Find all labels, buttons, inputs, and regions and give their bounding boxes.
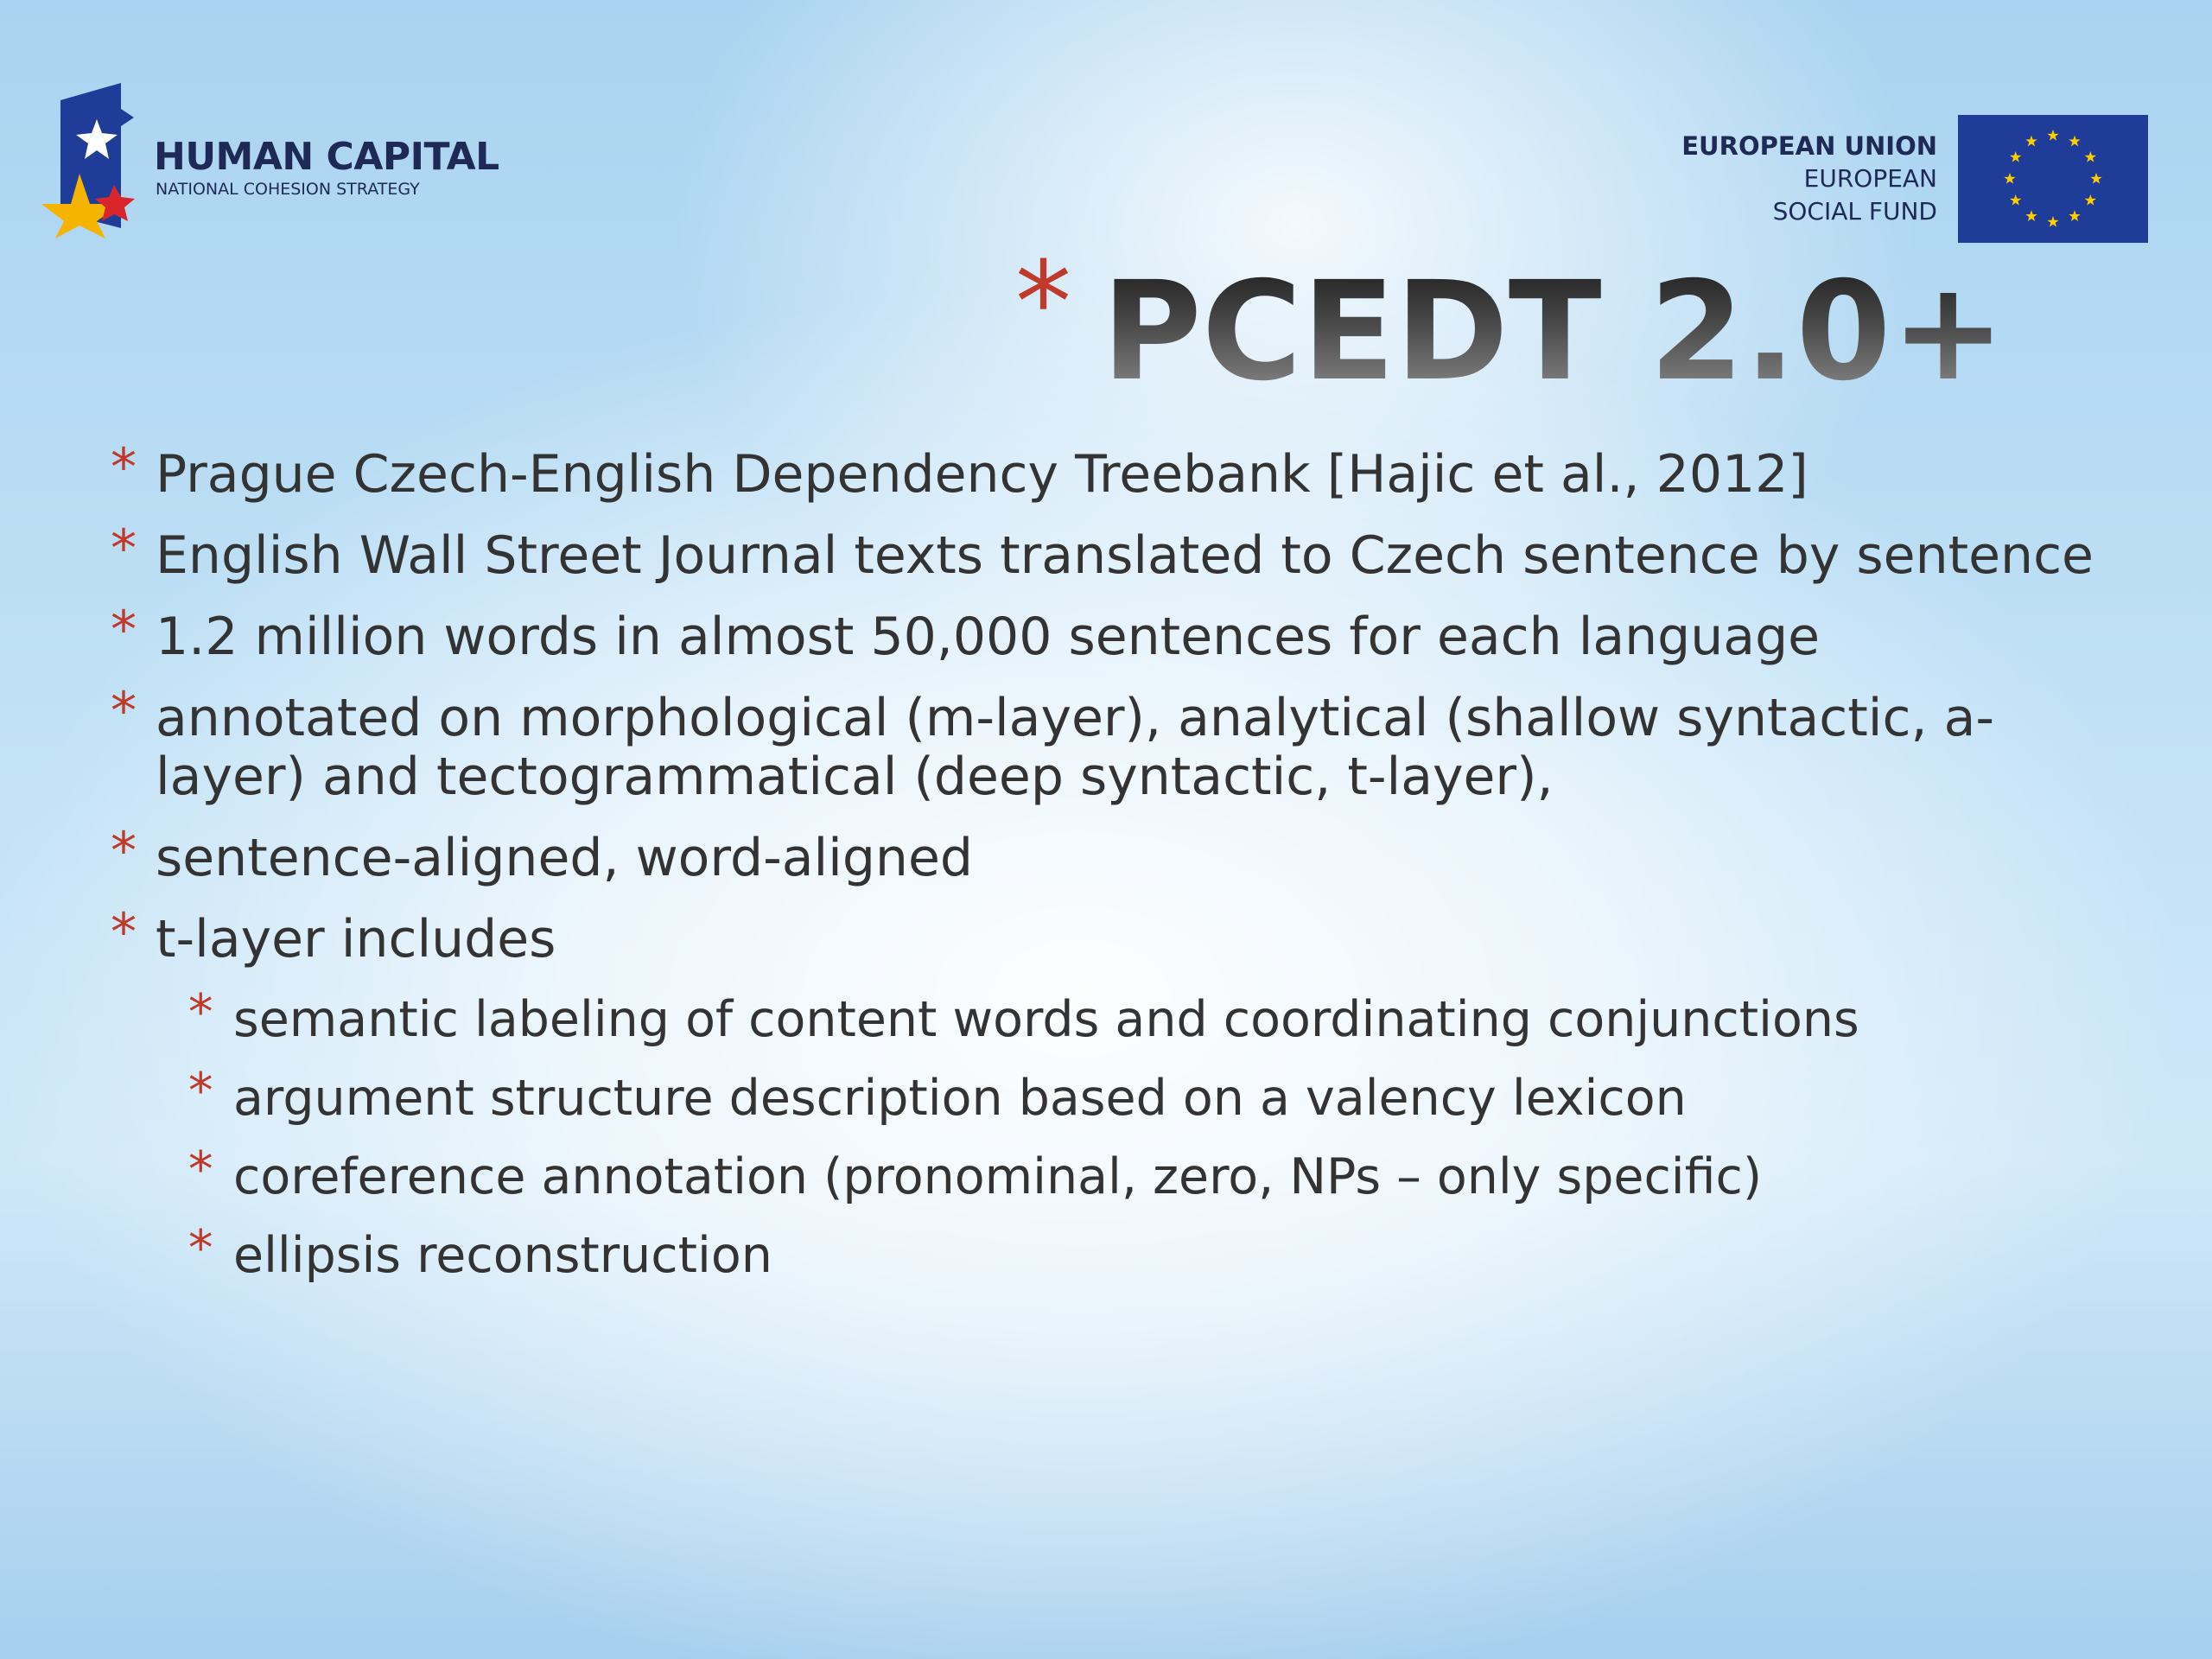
bullet-symbol: * [188, 1220, 213, 1277]
bullet-symbol: * [111, 437, 137, 498]
bullet-text: sentence-aligned, word-aligned [156, 828, 973, 888]
bullet-item [111, 437, 2133, 505]
human-capital-logo [35, 83, 501, 238]
bullet-symbol: * [111, 600, 137, 660]
eu-flag-icon [1958, 115, 2148, 243]
sub-bullet-item [188, 1063, 2133, 1127]
bullet-symbol: * [111, 902, 137, 963]
sub-bullet-item [188, 1220, 2133, 1284]
title-text: PCEDT 2.0+ [1102, 252, 2005, 411]
sub-bullet-text: semantic labeling of content words and coordinating conjunctions [233, 991, 1859, 1048]
bullet-symbol: * [111, 518, 137, 579]
bullet-symbol: * [188, 984, 213, 1041]
eu-logo-text [1681, 130, 1937, 228]
sub-bullet-item [188, 1141, 2133, 1205]
bullet-list [111, 437, 2133, 1306]
bullet-item [111, 681, 2133, 807]
bullet-text: English Wall Street Journal texts translated to Czech sentence by sentence [156, 525, 2094, 586]
bullet-item [111, 902, 2133, 969]
title-bullet-symbol: * [1015, 237, 1071, 368]
bullet-symbol: * [111, 681, 137, 741]
bullet-text: annotated on morphological (m-layer), analytical (shallow syntactic, a-layer) and tectogrammatical (deep syntactic, t-layer), [156, 688, 1995, 807]
bullet-item [111, 821, 2133, 888]
bullet-text: Prague Czech-English Dependency Treebank [Hajic et al., 2012] [156, 444, 1808, 505]
sub-bullet-text: coreference annotation (pronominal, zero, NPs – only specific) [233, 1148, 1763, 1205]
eu-logo-line2: EUROPEAN [1803, 164, 1937, 193]
bullet-item [111, 518, 2133, 586]
eu-logo-line3: SOCIAL FUND [1772, 197, 1937, 226]
human-capital-subtitle: NATIONAL COHESION STRATEGY [156, 180, 420, 199]
bullet-text: t-layer includes [156, 909, 556, 969]
bullet-symbol: * [111, 821, 137, 881]
eu-logo-line1: EUROPEAN UNION [1681, 131, 1937, 161]
bullet-symbol: * [188, 1063, 213, 1120]
bullet-symbol: * [188, 1141, 213, 1198]
bullet-item [111, 600, 2133, 667]
sub-bullet-item [188, 984, 2133, 1048]
bullet-text: 1.2 million words in almost 50,000 sentences for each language [156, 607, 1821, 667]
sub-bullet-text: argument structure description based on a valency lexicon [233, 1070, 1687, 1127]
human-capital-star-icon [35, 83, 164, 238]
human-capital-title: HUMAN CAPITAL [154, 135, 499, 179]
sub-bullet-text: ellipsis reconstruction [233, 1227, 772, 1284]
